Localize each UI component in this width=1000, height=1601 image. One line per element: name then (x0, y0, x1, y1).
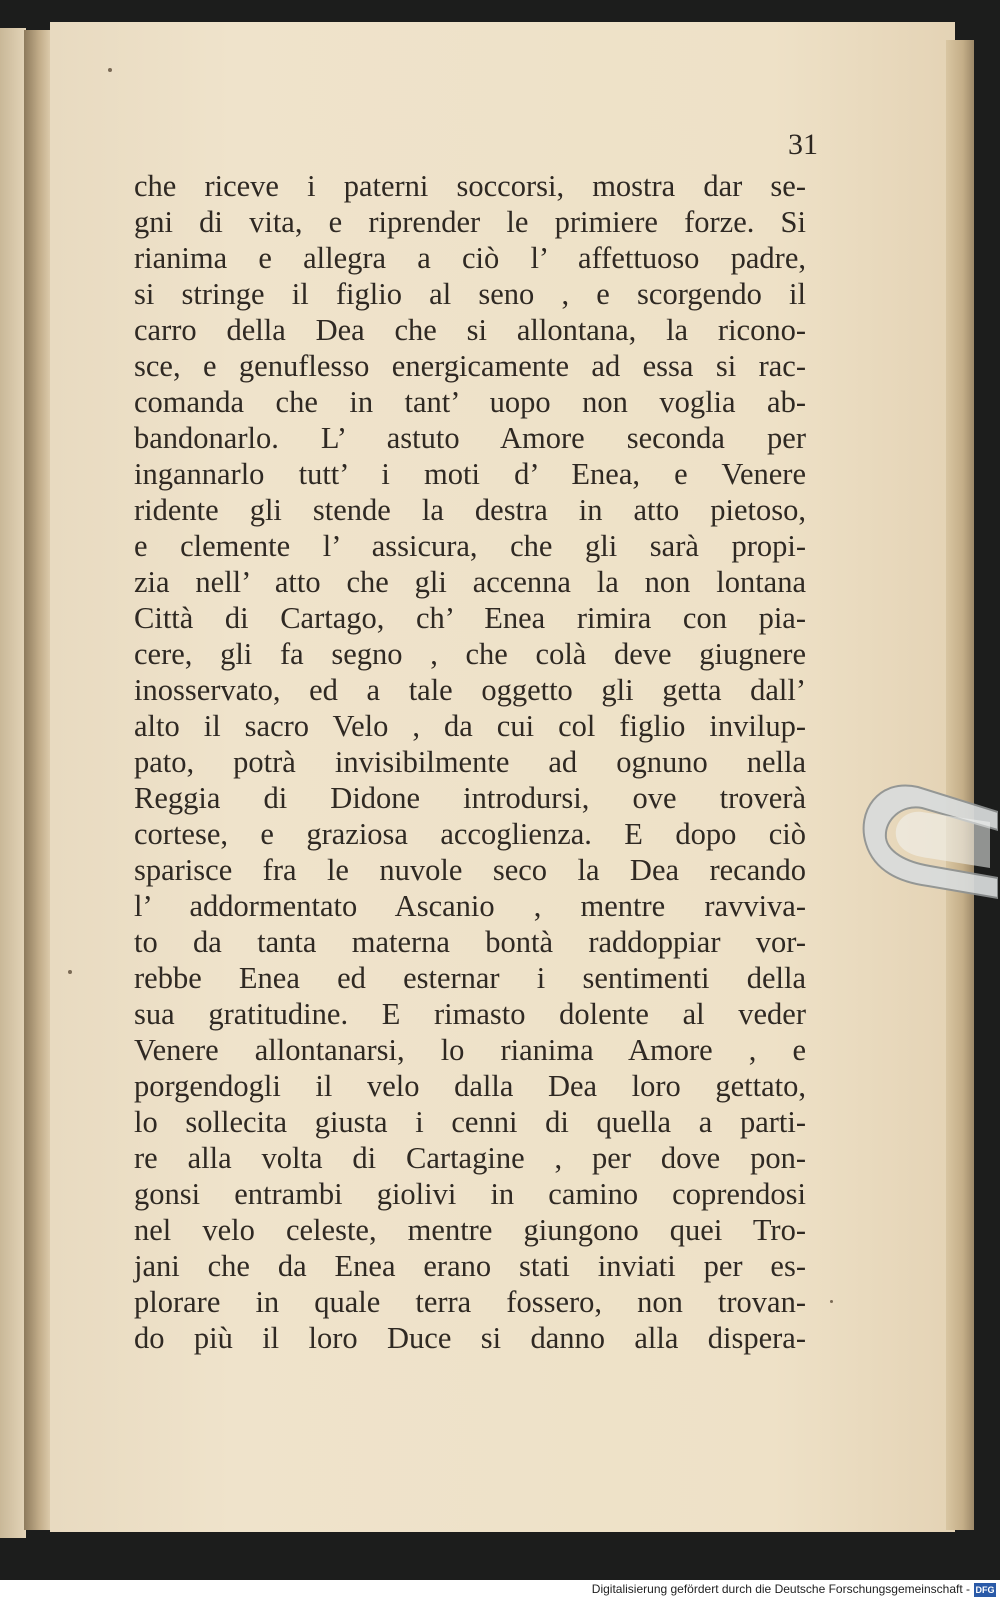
text-line: sparisce fra le nuvole seco la Dea recando (134, 853, 806, 887)
text-line: cortese, e graziosa accoglienza. E dopo ciò (134, 817, 806, 851)
text-line: gni di vita, e riprender le primiere forze. Si (134, 205, 806, 239)
text-line: porgendogli il velo dalla Dea loro gettato, (134, 1069, 806, 1103)
text-line: ingannarlo tutt’ i moti d’ Enea, e Venere (134, 457, 806, 491)
left-page-edge (0, 28, 26, 1538)
text-line: bandonarlo. L’ astuto Amore seconda per (134, 421, 806, 455)
text-line: e clemente l’ assicura, che gli sarà propi- (134, 529, 806, 563)
paper-speck (108, 68, 112, 72)
text-line: sua gratitudine. E rimasto dolente al veder (134, 997, 806, 1031)
paper-speck (68, 970, 72, 974)
text-line: rebbe Enea ed esternar i sentimenti della (134, 961, 806, 995)
page-number: 31 (788, 128, 818, 161)
text-line: alto il sacro Velo , da cui col figlio invilup- (134, 709, 806, 743)
text-line: comanda che in tant’ uopo non voglia ab- (134, 385, 806, 419)
text-line: lo sollecita giusta i cenni di quella a parti- (134, 1105, 806, 1139)
text-line: sce, e genuflesso energicamente ad essa si rac- (134, 349, 806, 383)
text-line: plorare in quale terra fossero, non trovan- (134, 1285, 806, 1319)
text-line: Reggia di Didone introdursi, ove troverà (134, 781, 806, 815)
footer-credit: Digitalisierung gefördert durch die Deutsche Forschungsgemeinschaft - (591, 1582, 970, 1596)
text-line: che riceve i paterni soccorsi, mostra dar se- (134, 169, 806, 203)
text-line: re alla volta di Cartagine , per dove pon- (134, 1141, 806, 1175)
text-line: nel velo celeste, mentre giungono quei Tro- (134, 1213, 806, 1247)
paper-speck (830, 1300, 833, 1303)
text-line: carro della Dea che si allontana, la ricono- (134, 313, 806, 347)
text-line: ridente gli stende la destra in atto pietoso, (134, 493, 806, 527)
text-line: gonsi entrambi giolivi in camino coprendosi (134, 1177, 806, 1211)
text-line: rianima e allegra a ciò l’ affettuoso padre, (134, 241, 806, 275)
text-line: si stringe il figlio al seno , e scorgendo il (134, 277, 806, 311)
text-line: inosservato, ed a tale oggetto gli getta dall’ (134, 673, 806, 707)
book-gutter (24, 30, 52, 1530)
text-line: l’ addormentato Ascanio , mentre ravviva- (134, 889, 806, 923)
text-line: to da tanta materna bontà raddoppiar vor- (134, 925, 806, 959)
text-line: do più il loro Duce si danno alla dispera- (134, 1321, 806, 1355)
text-line: Venere allontanarsi, lo rianima Amore , e (134, 1033, 806, 1067)
text-line: cere, gli fa segno , che colà deve giugnere (134, 637, 806, 671)
text-line: pato, potrà invisibilmente ad ognuno nella (134, 745, 806, 779)
right-page-edges (946, 40, 974, 1530)
text-line: jani che da Enea erano stati inviati per es- (134, 1249, 806, 1283)
text-line: Città di Cartago, ch’ Enea rimira con pia- (134, 601, 806, 635)
body-text (134, 168, 806, 1356)
text-line: zia nell’ atto che gli accenna la non lontana (134, 565, 806, 599)
dfg-logo: DFG (975, 1585, 995, 1595)
